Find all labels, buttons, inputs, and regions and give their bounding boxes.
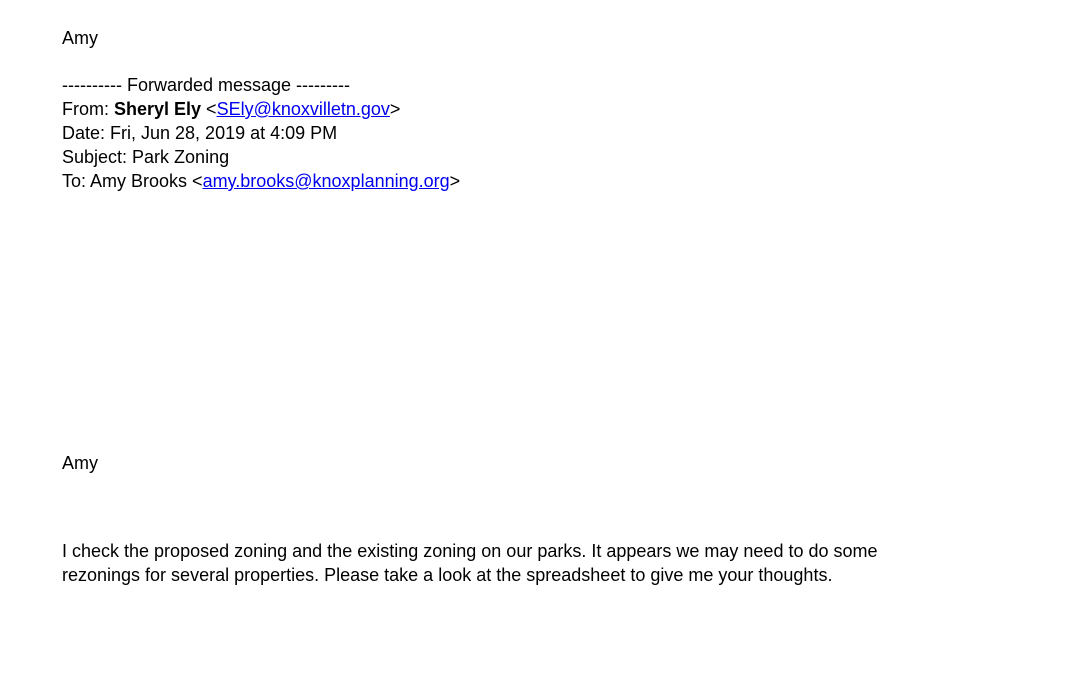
date-line: Date: Fri, Jun 28, 2019 at 4:09 PM <box>62 123 338 143</box>
top-greeting: Amy <box>62 28 98 48</box>
from-line <box>62 97 400 121</box>
subject-line: Subject: Park Zoning <box>62 147 230 167</box>
from-email-link[interactable]: SEly@knoxvilletn.gov <box>216 99 390 119</box>
to-email-link[interactable]: amy.brooks@knoxplanning.org <box>202 171 450 191</box>
to-line <box>62 169 460 193</box>
to-close-bracket: > <box>449 171 461 191</box>
from-open-bracket: < <box>201 99 217 119</box>
from-name: Sheryl Ely <box>114 99 202 119</box>
from-close-bracket: > <box>389 99 401 119</box>
body-greeting: Amy <box>62 453 98 473</box>
from-label: From: <box>62 99 114 119</box>
to-label: To: Amy Brooks < <box>62 171 203 191</box>
forwarded-separator: ---------- Forwarded message --------- <box>62 75 350 95</box>
body-line-2: rezonings for several properties. Please take a look at the spreadsheet to give me your thoughts. <box>62 565 833 585</box>
body-line-1: I check the proposed zoning and the existing zoning on our parks. It appears we may need to do some <box>62 541 878 561</box>
